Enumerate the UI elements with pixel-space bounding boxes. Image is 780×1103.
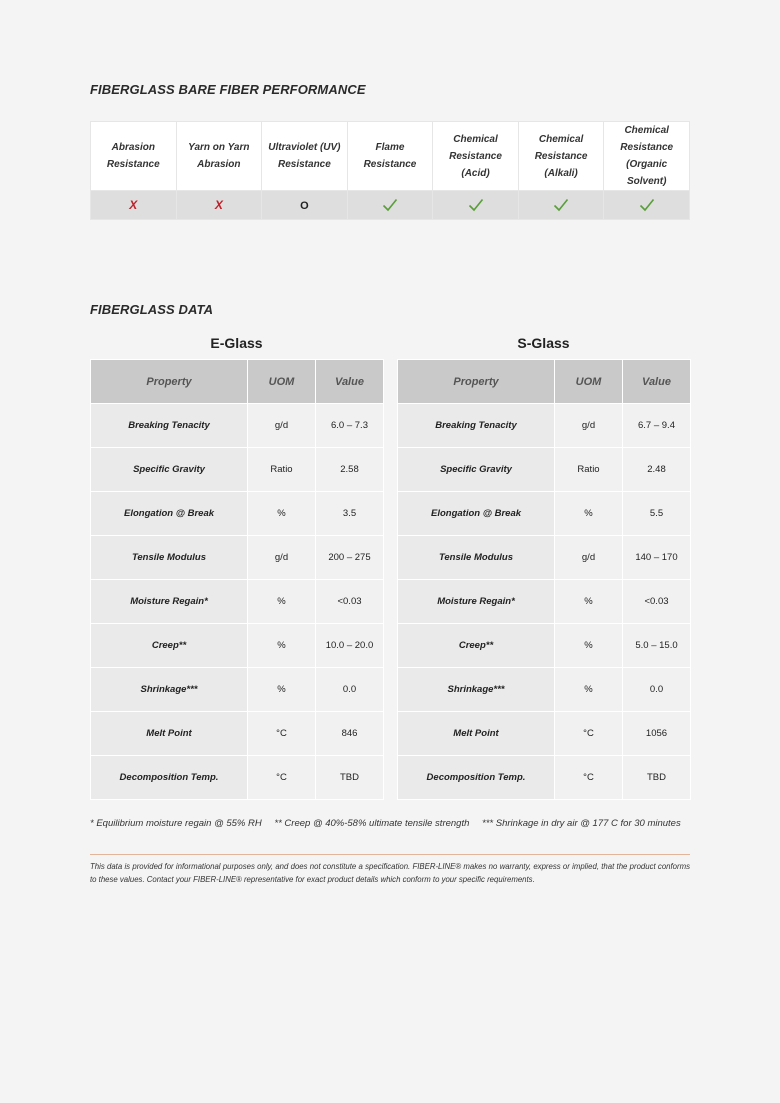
performance-mark-cell — [262, 191, 348, 220]
circle-mark-icon: O — [300, 200, 309, 212]
table-row — [398, 580, 691, 624]
uom-cell: Ratio — [555, 448, 623, 492]
value-cell: 2.58 — [316, 448, 384, 492]
performance-mark-cell — [91, 191, 177, 220]
table-row — [91, 712, 384, 756]
value-cell: TBD — [316, 756, 384, 800]
table-row — [91, 404, 384, 448]
uom-cell: % — [248, 492, 316, 536]
property-cell: Shrinkage*** — [398, 668, 555, 712]
footnote-shrinkage: *** Shrinkage in dry air @ 177 C for 30 minutes — [482, 818, 681, 829]
table-row — [398, 536, 691, 580]
performance-header-row — [91, 122, 690, 191]
table-row — [91, 624, 384, 668]
divider — [90, 854, 690, 855]
uom-cell: % — [248, 624, 316, 668]
property-cell: Creep** — [91, 624, 248, 668]
x-mark-icon: X — [214, 198, 223, 212]
table-row — [91, 668, 384, 712]
uom-cell: g/d — [555, 536, 623, 580]
performance-mark-row — [91, 191, 690, 220]
property-cell: Tensile Modulus — [91, 536, 248, 580]
checkmark-icon — [468, 198, 484, 212]
property-cell: Tensile Modulus — [398, 536, 555, 580]
data-title: FIBERGLASS DATA — [90, 302, 214, 317]
performance-mark-cell — [604, 191, 690, 220]
value-cell: 5.0 – 15.0 — [623, 624, 691, 668]
value-cell: 6.7 – 9.4 — [623, 404, 691, 448]
value-cell: 0.0 — [316, 668, 384, 712]
performance-mark-cell — [433, 191, 519, 220]
performance-mark-cell — [518, 191, 604, 220]
x-mark-icon: X — [129, 198, 138, 212]
e-glass-table — [90, 359, 384, 800]
e-glass-title: E-Glass — [210, 335, 263, 351]
property-cell: Melt Point — [398, 712, 555, 756]
table-row — [398, 712, 691, 756]
table-row — [91, 580, 384, 624]
table-row — [398, 756, 691, 800]
value-cell: 2.48 — [623, 448, 691, 492]
performance-mark-cell — [176, 191, 262, 220]
performance-mark-cell — [347, 191, 433, 220]
value-cell: 200 – 275 — [316, 536, 384, 580]
uom-cell: g/d — [248, 536, 316, 580]
value-cell: 0.0 — [623, 668, 691, 712]
performance-header-cell: Chemical Resistance (Alkali) — [518, 122, 604, 191]
performance-header-cell: Flame Resistance — [347, 122, 433, 191]
value-cell: 1056 — [623, 712, 691, 756]
header-property: Property — [91, 360, 248, 404]
table-row — [91, 536, 384, 580]
table-row — [398, 668, 691, 712]
performance-header-cell: Yarn on Yarn Abrasion — [176, 122, 262, 191]
uom-cell: °C — [555, 756, 623, 800]
value-cell: 140 – 170 — [623, 536, 691, 580]
header-value: Value — [623, 360, 691, 404]
uom-cell: °C — [555, 712, 623, 756]
uom-cell: % — [555, 492, 623, 536]
value-cell: 3.5 — [316, 492, 384, 536]
table-header-row — [398, 360, 691, 404]
checkmark-icon — [382, 198, 398, 212]
uom-cell: °C — [248, 756, 316, 800]
value-cell: 6.0 – 7.3 — [316, 404, 384, 448]
table-row — [398, 624, 691, 668]
uom-cell: % — [555, 668, 623, 712]
property-cell: Elongation @ Break — [91, 492, 248, 536]
table-header-row — [91, 360, 384, 404]
uom-cell: % — [555, 580, 623, 624]
property-cell: Elongation @ Break — [398, 492, 555, 536]
uom-cell: % — [248, 668, 316, 712]
s-glass-title: S-Glass — [517, 335, 570, 351]
header-uom: UOM — [555, 360, 623, 404]
performance-header-cell: Chemical Resistance (Acid) — [433, 122, 519, 191]
table-row — [398, 492, 691, 536]
value-cell: 846 — [316, 712, 384, 756]
property-cell: Moisture Regain* — [398, 580, 555, 624]
performance-title: FIBERGLASS BARE FIBER PERFORMANCE — [90, 82, 366, 97]
table-row — [91, 492, 384, 536]
value-cell: TBD — [623, 756, 691, 800]
property-cell: Creep** — [398, 624, 555, 668]
property-cell: Melt Point — [91, 712, 248, 756]
footnotes — [90, 818, 691, 829]
performance-header-cell: Chemical Resistance (Organic Solvent) — [604, 122, 690, 191]
footnote-moisture: * Equilibrium moisture regain @ 55% RH — [90, 818, 262, 829]
property-cell: Moisture Regain* — [91, 580, 248, 624]
property-cell: Breaking Tenacity — [398, 404, 555, 448]
table-row — [398, 448, 691, 492]
uom-cell: g/d — [555, 404, 623, 448]
property-cell: Specific Gravity — [398, 448, 555, 492]
header-property: Property — [398, 360, 555, 404]
performance-header-cell: Ultraviolet (UV) Resistance — [262, 122, 348, 191]
uom-cell: °C — [248, 712, 316, 756]
property-cell: Decomposition Temp. — [91, 756, 248, 800]
table-row — [398, 404, 691, 448]
checkmark-icon — [639, 198, 655, 212]
uom-cell: % — [248, 580, 316, 624]
property-cell: Shrinkage*** — [91, 668, 248, 712]
property-cell: Breaking Tenacity — [91, 404, 248, 448]
table-row — [91, 756, 384, 800]
uom-cell: g/d — [248, 404, 316, 448]
property-cell: Specific Gravity — [91, 448, 248, 492]
header-uom: UOM — [248, 360, 316, 404]
uom-cell: % — [555, 624, 623, 668]
value-cell: 5.5 — [623, 492, 691, 536]
performance-header-cell: Abrasion Resistance — [91, 122, 177, 191]
performance-table — [90, 121, 690, 220]
table-row — [91, 448, 384, 492]
header-value: Value — [316, 360, 384, 404]
property-cell: Decomposition Temp. — [398, 756, 555, 800]
value-cell: <0.03 — [623, 580, 691, 624]
s-glass-table — [397, 359, 691, 800]
uom-cell: Ratio — [248, 448, 316, 492]
value-cell: <0.03 — [316, 580, 384, 624]
footnote-creep: ** Creep @ 40%-58% ultimate tensile strength — [274, 818, 470, 829]
value-cell: 10.0 – 20.0 — [316, 624, 384, 668]
disclaimer: This data is provided for informational purposes only, and does not constitute a specification. FIBER-LINE® makes no warranty, express or implied, that the product conforms to these values. Contact your FIBER-LINE® representative for exact product details which conform to your specific requirements. — [90, 862, 690, 884]
checkmark-icon — [553, 198, 569, 212]
